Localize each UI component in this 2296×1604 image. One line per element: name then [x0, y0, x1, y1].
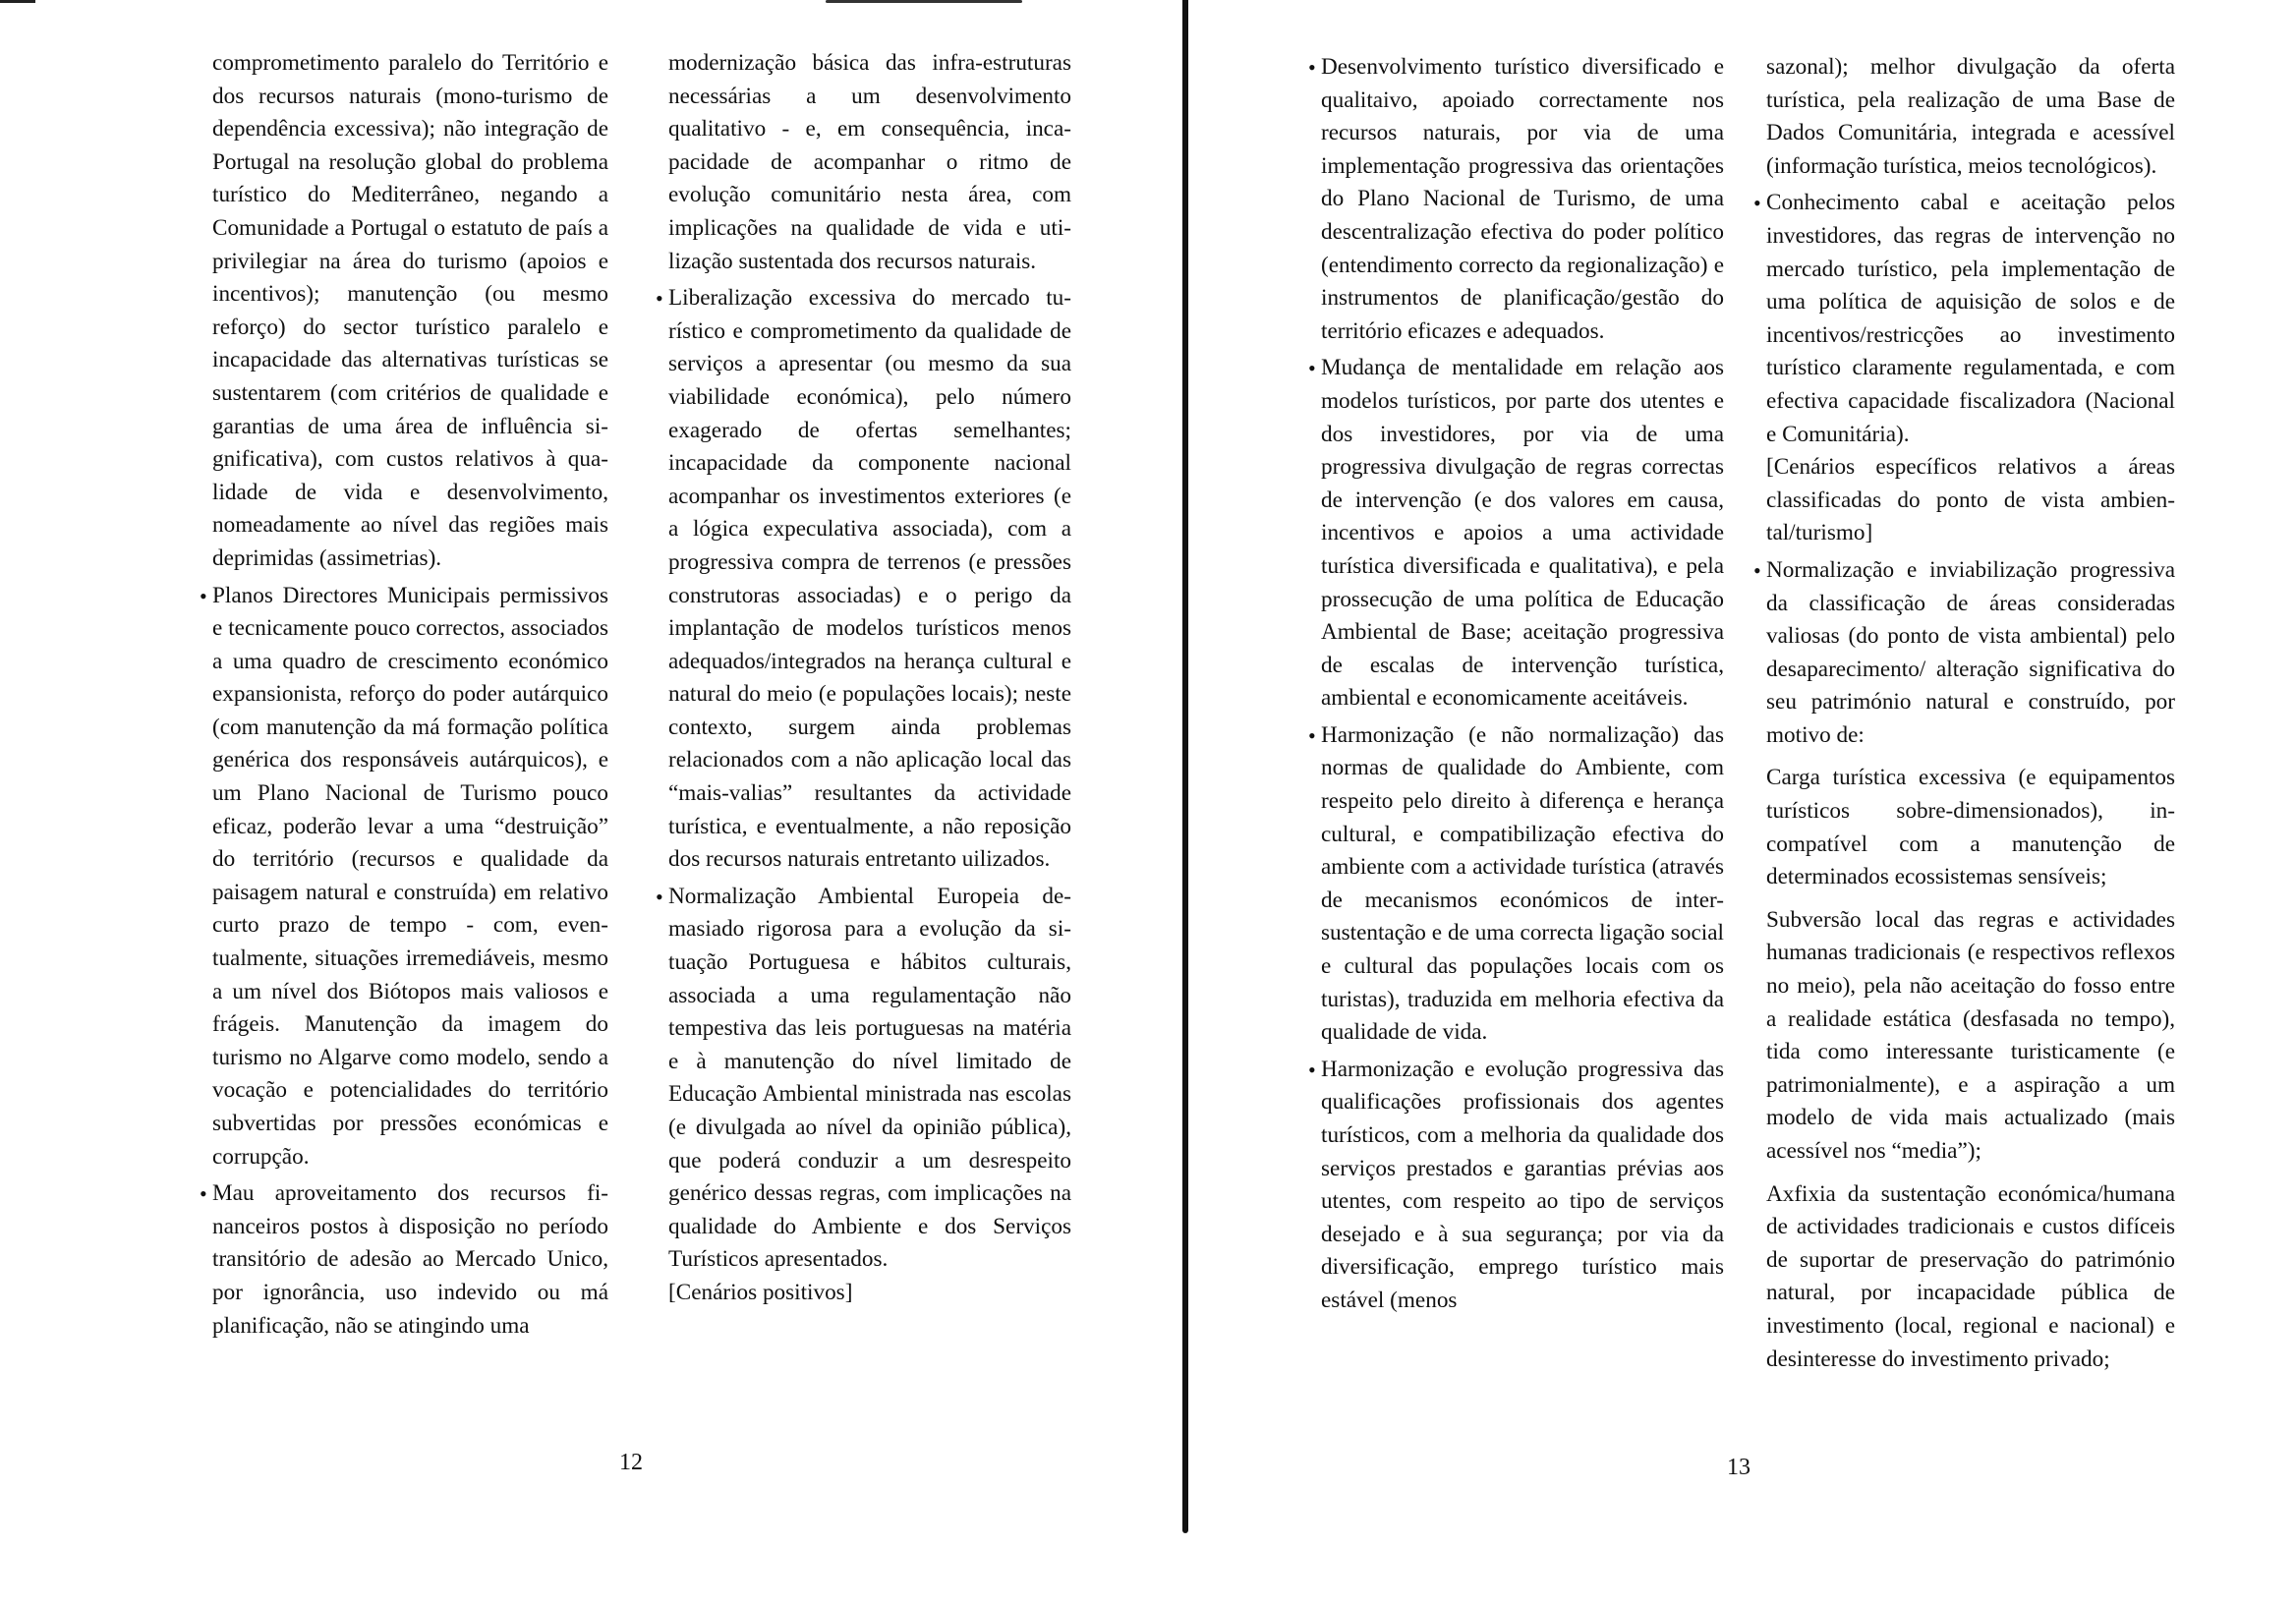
page-number: 12 — [619, 1450, 643, 1475]
paragraph: Carga turística excessiva (e equipamentos turísticos sobre-dimensionados), incompatível com a manutenção de determinados ecossistemas sensíveis; — [1766, 765, 2175, 890]
paragraph: Subversão local das regras e actividades humanas tradicionais (e respectivos reflexos no meio), pela não aceitação do fosso entre a realidade estática (desfasada no tempo), tida como interessante turisticamente (e patrimonialmente), e a aspiração a um modelo de vida mais actualizado (mais acessível nos “media”); — [1766, 906, 2175, 1164]
bullet-item: • Liberalização excessiva do mercado turístico e comprometimento da qualidade de serviços a apresentar (ou mesmo da sua viabilidade económica), pelo número exagerado de ofertas semelhantes; incapacidade da componente nacional acompanhar os investimentos exteriores (e a lógica expeculativa associada), com a progressiva compra de terrenos (e pressões construtoras associadas) e o perigo da implantação de modelos turísticos menos adequados/integrados na herança cultural e natural do meio (e populações locais); neste contexto, surgem ainda problemas relacionados com a não aplicação local das “mais-valias” resultantes da actividade turística, e eventualmente, a não reposição dos recursos naturais entretanto uilizados. — [668, 282, 1071, 877]
bullet-item: • Planos Directores Municipais permissivos e tecnicamente pouco correctos, associados a uma quadro de crescimento económico expansionista, reforço do poder autárquico (com manutenção da má formação política genérica dos responsáveis autárquicos), e um Plano Nacional de Turismo pouco eficaz, poderão levar a uma “destruição” do território (recursos e qualidade da paisagem natural e construída) em relativo curto prazo de tempo - com, eventualmente, situações irremediáveis, mesmo a um nível dos Biótopos mais valiosos e frágeis. Manutenção da imagem do turismo no Algarve como modelo, sendo a vocação e potencialidades do território subvertidas por pressões económicas e corrupção. — [212, 580, 608, 1174]
bullet-item: • Conhecimento cabal e aceitação pelos investidores, das regras de intervenção no mercado turístico, pela implementação de uma política de aquisição de solos e de incentivos/restricções ao investimento turístico claramente regulamentada, e com efectiva capacidade fiscalizadora (Nacional e Comunitária). — [1766, 187, 2175, 451]
right-page — [1189, 0, 2296, 1604]
bullet-item: • Mau aproveitamento dos recursos financeiros postos à disposição no período transitório de adesão ao Mercado Unico, por ignorância, uso indevido ou má planificação, não se atingindo uma — [212, 1177, 608, 1343]
page-number: 13 — [1727, 1455, 1751, 1480]
section-note: [Cenários positivos] — [668, 1279, 853, 1305]
book-binding-shadow — [1182, 0, 1188, 1533]
paragraph: sazonal); melhor divulgação da oferta turística, pela realização de uma Base de Dados Comunitária, integrada e acessível (informação turística, meios tecnológicos). — [1766, 54, 2175, 179]
paragraph: Axfixia da sustentação económica/humana de actividades tradicionais e custos difíceis de suportar de preservação do património natural, por incapacidade pública de investimento (local, regional e nacional) e desinteresse do investimento privado; — [1766, 1180, 2175, 1372]
right-page-column-1 — [1321, 51, 1724, 1318]
bullet-item: • Harmonização (e não normalização) das normas de qualidade do Ambiente, com respeito pelo direito à diferença e herança cultural, e compatibilização efectiva do ambiente com a actividade turística (através de mecanismos económicos de inter-sustentação e de uma correcta ligação social e cultural das populações locais com os turistas), traduzida em melhoria efectiva da qualidade de vida. — [1321, 719, 1724, 1050]
bullet-item: • Harmonização e evolução progressiva das qualificações profissionais dos agentes turísticos, com a melhoria da qualidade dos serviços prestados e garantias prévias aos utentes, com respeito ao tipo de serviços desejado e à sua segurança; por via da diversificação, emprego turístico mais estável (menos — [1321, 1054, 1724, 1318]
right-page-column-2 — [1766, 51, 2175, 1376]
left-page-column-2 — [668, 47, 1071, 1310]
bullet-item: • Normalização e inviabilização progressiva da classificação de áreas consideradas valiosas (do ponto de vista ambiental) pelo desaparecimento/ alteração significativa do seu património natural e construído, por motivo de: — [1766, 554, 2175, 753]
paragraph: modernização básica das infra-estruturas necessárias a um desenvolvimento qualitativo - e, em consequência, incapacidade de acompanhar o ritmo de evolução comunitário nesta área, com implicações na qualidade de vida e utilização sustentada dos recursos naturais. — [668, 50, 1071, 274]
bullet-item: • Desenvolvimento turístico diversificado e qualitaivo, apoiado correctamente nos recursos naturais, por via de uma implementação progressiva das orientações do Plano Nacional de Turismo, de uma descentralização efectiva do poder político (entendimento correcto da regionalização) e instrumentos de planificação/gestão do território eficazes e adequados. — [1321, 51, 1724, 348]
bullet-item: • Mudança de mentalidade em relação aos modelos turísticos, por parte dos utentes e dos investidores, por via de uma progressiva divulgação de regras correctas de intervenção (e dos valores em causa, incentivos e apoios a uma actividade turística diversificada e qualitativa), e pela prossecução de uma política de Educação Ambiental de Base; aceitação progressiva de escalas de intervenção turística, ambiental e economicamente aceitáveis. — [1321, 352, 1724, 716]
left-page-column-1 — [212, 47, 608, 1343]
section-note: [Cenários específicos relativos a áreas classificadas do ponto de vista ambiental/turismo] — [1766, 454, 2175, 546]
paragraph: comprometimento paralelo do Território e dos recursos naturais (mono-turismo de dependência excessiva); não integração de Portugal na resolução global do problema turístico do Mediterrâneo, negando a Comunidade a Portugal o estatuto de país a privilegiar na área do turismo (apoios e incentivos); manutenção (ou mesmo reforço) do sector turístico paralelo e incapacidade das alternativas turísticas se sustentarem (com critérios de qualidade e garantias de uma área de influência significativa), com custos relativos à qualidade de vida e desenvolvimento, nomeadamente ao nível das regiões mais deprimidas (assimetrias). — [212, 50, 608, 571]
bullet-item: • Normalização Ambiental Europeia demasiado rigorosa para a evolução da situação Portuguesa e hábitos culturais, associada a uma regulamentação não tempestiva das leis portuguesas na matéria e à manutenção do nível limitado de Educação Ambiental ministrada nas escolas (e divulgada ao nível da opinião pública), que poderá conduzir a um desrespeito genérico dessas regras, com implicações na qualidade do Ambiente e dos Serviços Turísticos apresentados. — [668, 881, 1071, 1277]
